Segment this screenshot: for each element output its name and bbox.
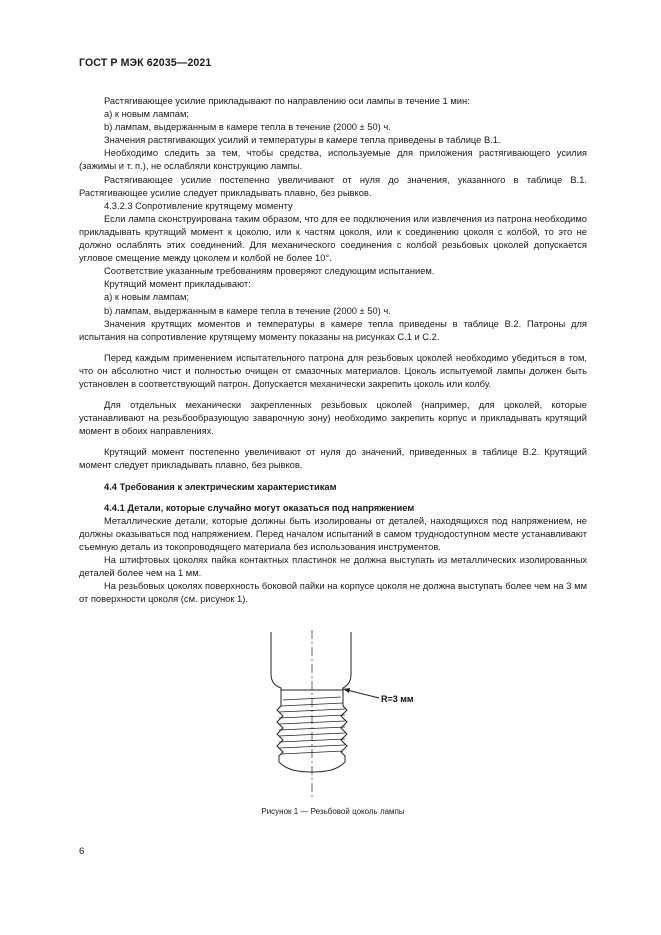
- paragraph: Если лампа сконструирована таким образом, что для ее подключения или извлечения из патрона необходимо прикладывать крутящий момент к цоколю, или к частям цоколя, или к соединению цоколя с колбой, то это не должно ослаблять этих соединений. Для механического соединения с колбой резьбовых цоколей допускается угловое смещение между цоколем и колбой не более 10°.: [79, 213, 587, 264]
- list-item: b) лампам, выдержанным в камере тепла в течение (2000 ± 50) ч.: [104, 305, 391, 316]
- paragraph: Растягивающее усилие прикладывают по направлению оси лампы в течение 1 мин:: [104, 96, 470, 106]
- figure-caption: Рисунок 1 — Резьбовой цоколь лампы: [261, 807, 405, 816]
- page-number: 6: [79, 846, 85, 857]
- paragraph: Значения растягивающих усилий и температуры в камере тепла приведены в таблице В.1.: [104, 135, 501, 146]
- paragraph: Крутящий момент прикладывают:: [104, 279, 251, 290]
- list-item: a) к новым лампам;: [104, 109, 189, 120]
- body-text: [79, 95, 587, 606]
- figure-1: [79, 630, 587, 802]
- paragraph: Перед каждым применением испытательного патрона для резьбовых цоколей необходимо убедиться в том, что он абсолютно чист и полностью очищен от смазочных материалов. Цоколь испытуемой лампы должен быть установлен в соответствующий патрон. Допускается механически закрепить цоколь или колбу.: [79, 352, 587, 389]
- base-right-outline: [341, 632, 351, 762]
- paragraph: На штифтовых цоколях пайка контактных пластинок не должна выступать из металлических изолированных деталей более чем на 1 мм.: [79, 555, 587, 579]
- section-heading: 4.4 Требования к электрическим характеристикам: [104, 481, 337, 492]
- paragraph: Для отдельных механически закрепленных резьбовых цоколей (например, для цоколей, которые устанавливают на резьбообразующую заварочную зону) необходимо закрепить корпус и прикладывать крутящий момент в обоих направлениях.: [79, 400, 587, 437]
- subsection-title: 4.3.2.3 Сопротивление крутящему моменту: [104, 200, 293, 211]
- lamp-base-drawing: [257, 630, 437, 802]
- list-item: a) к новым лампам;: [104, 292, 189, 303]
- paragraph: На резьбовых цоколях поверхность боковой пайки на корпусе цоколя не должна выступать более чем на 3 мм от поверхности цоколя (см. рисунок 1).: [79, 581, 587, 605]
- subsection-heading: 4.4.1 Детали, которые случайно могут оказаться под напряжением: [104, 502, 415, 513]
- standard-header: ГОСТ Р МЭК 62035—2021: [79, 57, 212, 69]
- paragraph: Крутящий момент постепенно увеличивают от нуля до значений, приведенных в таблице В.2. Крутящий момент следует прикладывать плавно, без рывков.: [79, 447, 587, 471]
- paragraph: Соответствие указанным требованиям проверяют следующим испытанием.: [104, 266, 435, 277]
- paragraph: Металлические детали, которые должны быть изолированы от деталей, находящихся под напряжением, не должны оказываться под напряжением. Перед началом испытаний в самом труднодоступном месте устанавливают съемную деталь из токопроводящего материала без использования инструментов.: [79, 515, 587, 552]
- list-item: b) лампам, выдержанным в камере тепла в течение (2000 ± 50) ч.: [104, 122, 391, 133]
- radius-label: R=3 мм: [381, 694, 414, 704]
- base-left-outline: [271, 632, 283, 762]
- paragraph: Необходимо следить за тем, чтобы средства, используемые для приложения растягивающего усилия (зажимы и т. п.), не ослабляли конструкцию лампы.: [79, 148, 587, 172]
- paragraph: Растягивающее усилие постепенно увеличивают от нуля до значения, указанного в таблице В.1. Растягивающее усилие следует прикладывать плавно, без рывков.: [79, 174, 587, 198]
- paragraph: Значения крутящих моментов и температуры в камере тепла приведены в таблице В.2. Патроны для испытания на сопротивление крутящему моменту показаны на рисунках С.1 и С.2.: [79, 318, 587, 342]
